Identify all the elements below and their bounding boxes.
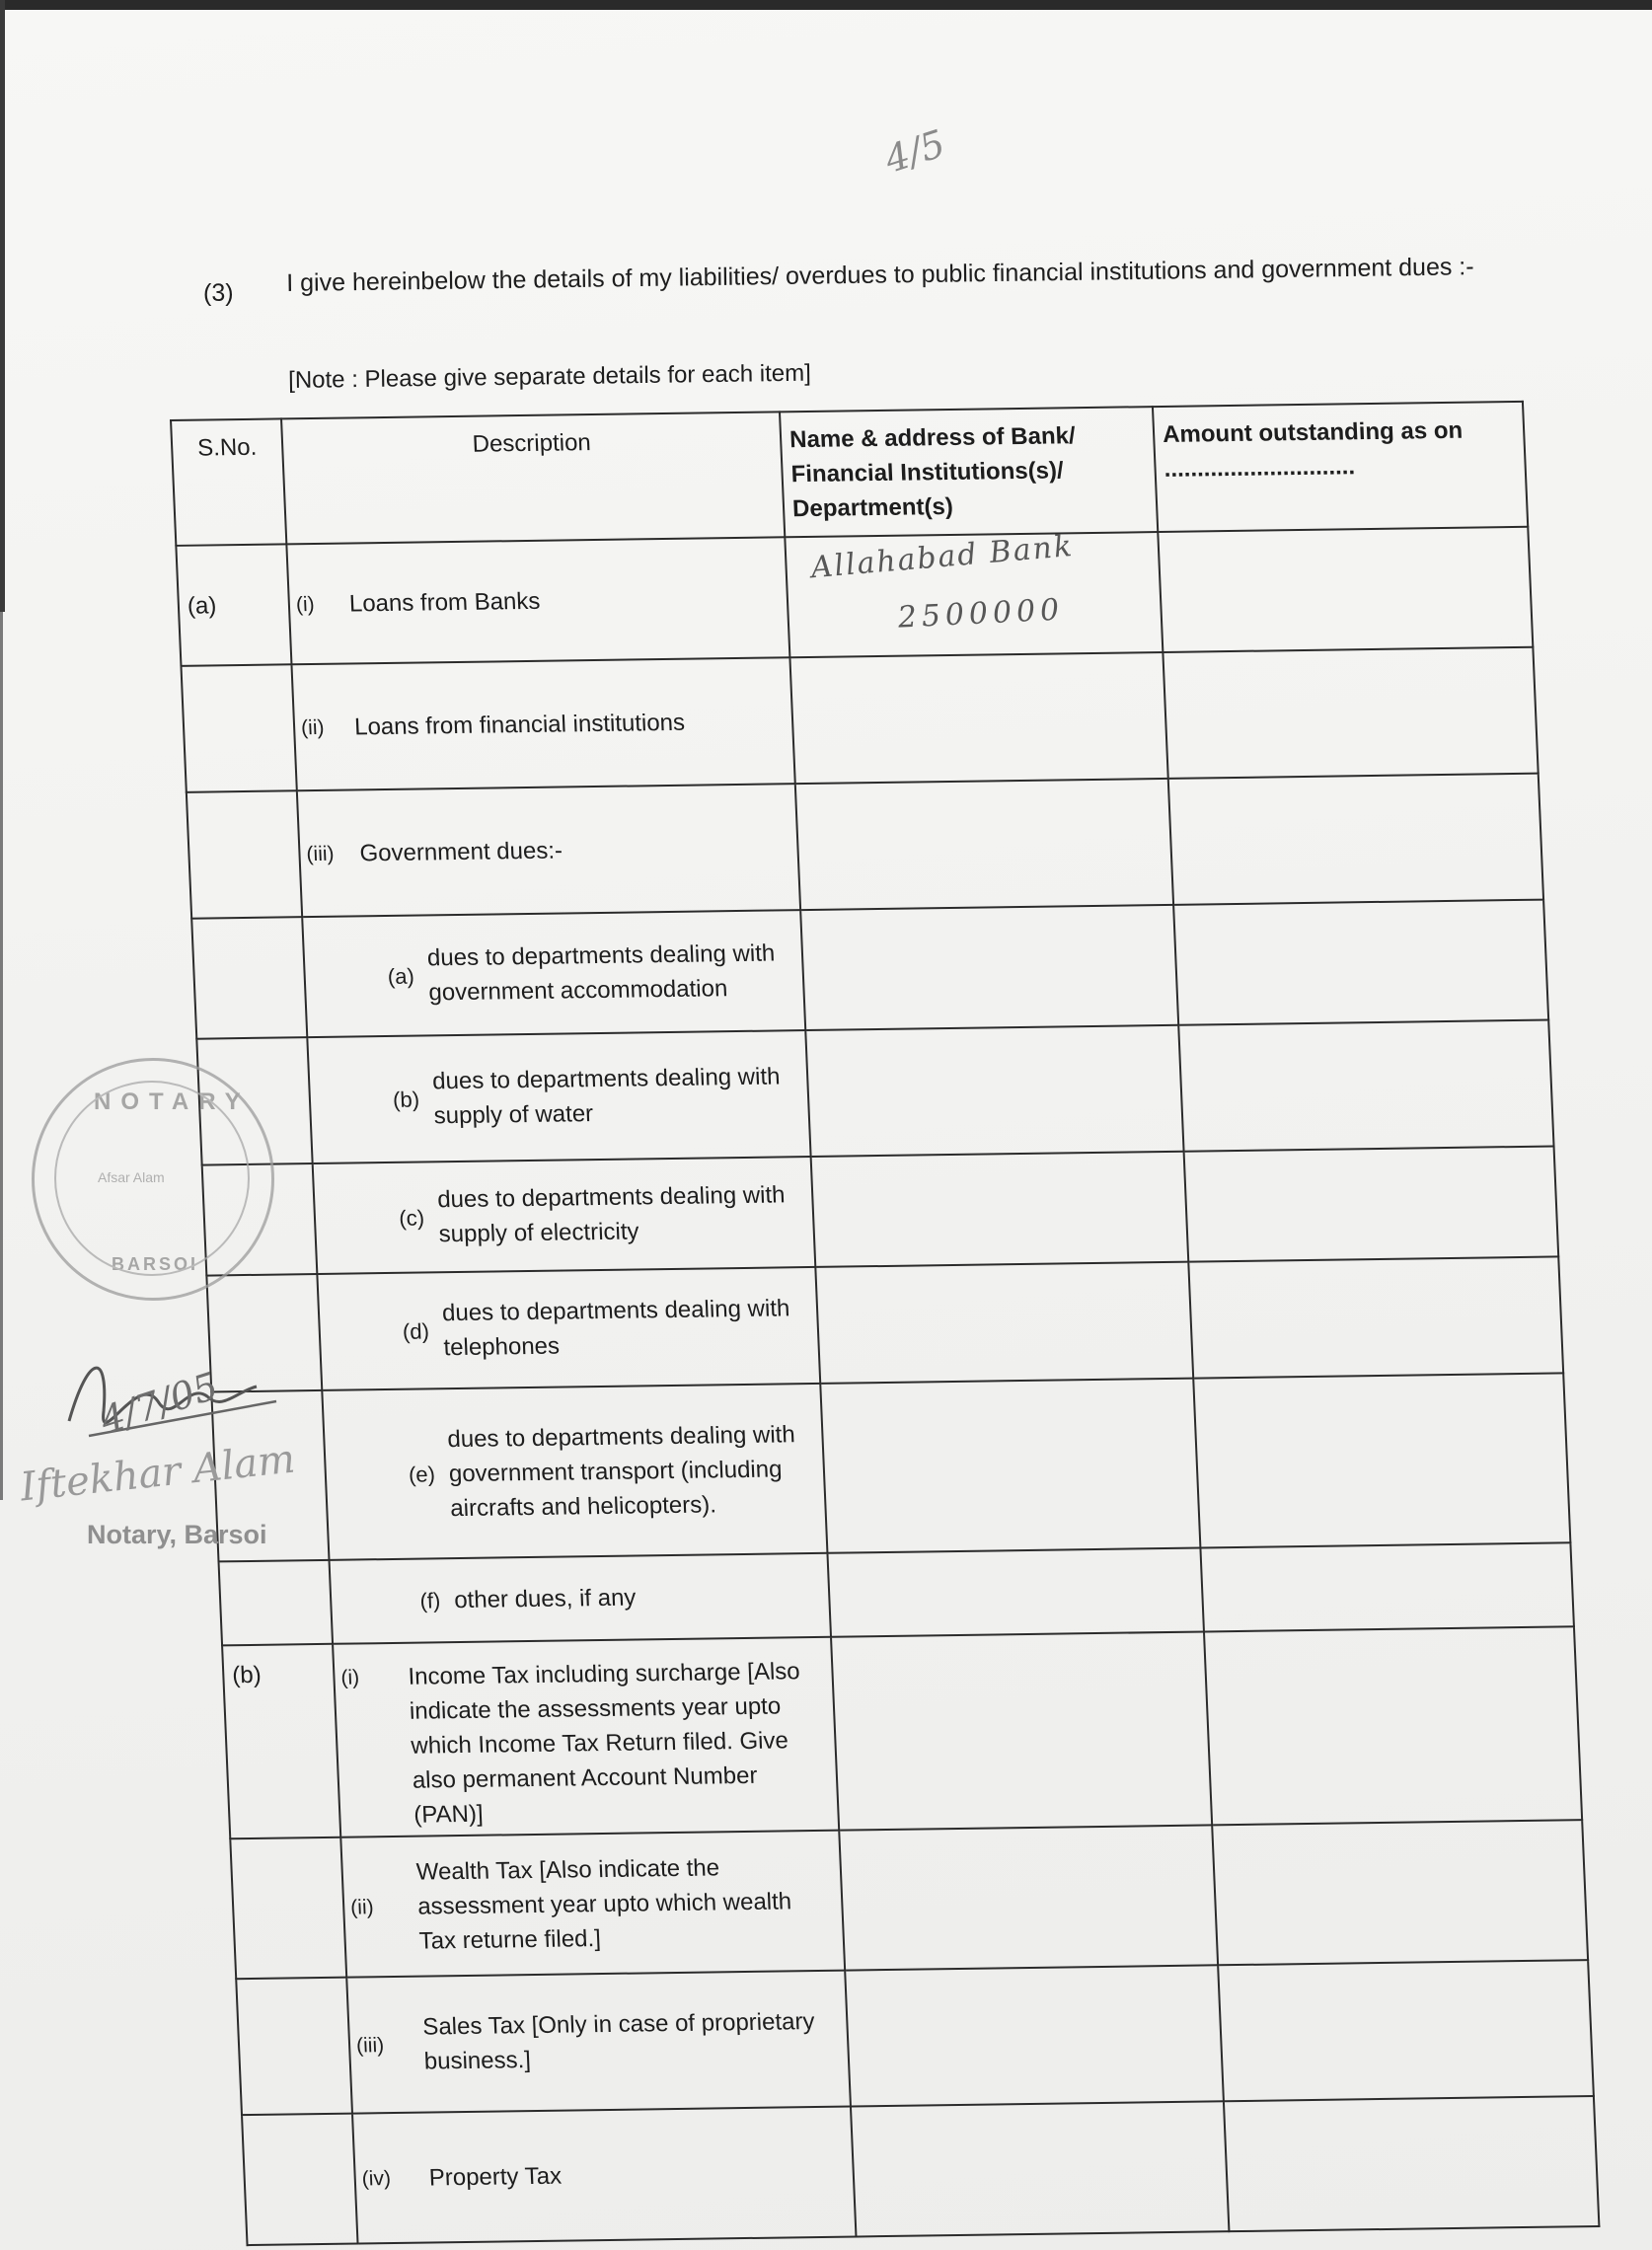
row-description [313, 1157, 816, 1274]
row-bank-cell [805, 1025, 1183, 1157]
row-description [297, 784, 800, 917]
notary-seal [32, 1058, 274, 1301]
row-bank-cell [811, 1152, 1189, 1267]
row-bank-cell [815, 1262, 1193, 1384]
row-description [352, 2107, 856, 2244]
row-sno [236, 1978, 352, 2115]
row-sno: (a) [176, 544, 291, 666]
row-bank-cell [845, 1965, 1224, 2106]
row-bank-cell [800, 905, 1178, 1030]
row-amount-cell [1218, 1960, 1594, 2101]
scan-edge-left-lower [0, 612, 3, 1500]
row-sno [191, 917, 307, 1039]
table-row [206, 1256, 1563, 1391]
row-description [340, 1831, 845, 1978]
row-sub-label: (f) [418, 1588, 441, 1613]
scan-edge-top [0, 0, 1652, 10]
row-sub-label: (a) [387, 963, 415, 989]
header-sno: S.No. [171, 418, 286, 546]
page-number-handwritten: 4/5 [879, 121, 950, 182]
row-roman: (iii) [306, 842, 335, 865]
table-row [211, 1373, 1570, 1561]
table-row [176, 527, 1533, 666]
row-desc-text: Sales Tax [Only in case of proprietary business.] [421, 2008, 815, 2075]
row-desc-text: other dues, if any [453, 1584, 637, 1614]
row-description [307, 1030, 810, 1163]
row-amount-cell [1204, 1626, 1582, 1825]
row-sub-label: (b) [392, 1087, 420, 1112]
row-description [302, 910, 805, 1037]
row-description [346, 1971, 851, 2114]
row-desc-text: Income Tax including surcharge [Also indicate the assessments year upto which Income Tax Return filed. Give also permanent Account Number (PAN)] [407, 1657, 801, 1829]
row-sno [242, 2114, 358, 2245]
section-number: (3) [203, 279, 234, 307]
row-roman: (iii) [355, 2033, 385, 2058]
seal-middle-text: Afsar Alam [98, 1169, 165, 1185]
table-row [236, 1960, 1594, 2115]
row-sub-label: (d) [402, 1317, 430, 1344]
row-description [333, 1637, 839, 1838]
section-intro: I give hereinbelow the details of my liabilities/ overdues to public financial institutions and government dues :- [286, 253, 1474, 297]
row-description [317, 1267, 820, 1390]
row-sno [230, 1838, 346, 1979]
row-bank-cell [827, 1548, 1204, 1637]
seal-top-text: NOTARY [94, 1088, 251, 1115]
row-sno: (b) [222, 1644, 340, 1838]
row-sub-label: (e) [408, 1461, 436, 1487]
row-desc-text: Government dues:- [358, 836, 563, 866]
row-roman: (i) [295, 592, 316, 616]
row-bank-cell [820, 1379, 1200, 1553]
notary-name-stamp: Iftekhar Alam [18, 1436, 298, 1511]
row-sno [181, 664, 296, 792]
row-amount-cell [1168, 774, 1543, 905]
table-row [242, 2096, 1599, 2245]
row-desc-text: dues to departments dealing with supply of electricity [436, 1181, 787, 1248]
row-desc-text: dues to departments dealing with government transport (including aircrafts and helicopters). [446, 1420, 796, 1522]
row-amount-cell [1173, 900, 1548, 1025]
row-roman: (iv) [361, 2166, 392, 2190]
table-row [230, 1820, 1588, 1979]
row-roman: (ii) [300, 715, 325, 739]
row-amount-cell [1200, 1542, 1574, 1631]
row-bank-cell [785, 528, 1163, 657]
row-description [322, 1384, 827, 1560]
row-roman: (ii) [349, 1895, 375, 1919]
header-bank: Name & address of Bank/ Financial Institutions(s)/ Department(s) [780, 407, 1158, 537]
row-amount-cell [1193, 1373, 1570, 1547]
table-row [191, 900, 1548, 1039]
header-amount: Amount outstanding as on ............................. [1153, 402, 1528, 532]
table-header-row [171, 402, 1528, 546]
signature-date: 4/7/05 [95, 1364, 224, 1443]
table-row [181, 647, 1538, 792]
row-desc-text: dues to departments dealing with government accommodation [426, 939, 776, 1007]
table-row [196, 1020, 1553, 1165]
row-bank-cell [839, 1825, 1218, 1970]
row-sno [187, 790, 302, 919]
row-bank-cell [831, 1631, 1212, 1830]
row-roman: (i) [340, 1665, 360, 1689]
row-bank-cell [795, 779, 1173, 910]
row-sno [219, 1560, 334, 1646]
row-desc-text: Wealth Tax [Also indicate the assessment year upto which wealth Tax returne filed.] [415, 1853, 792, 1955]
liabilities-table-wrapper [170, 401, 1600, 2246]
table-row [187, 774, 1543, 919]
row-description [329, 1553, 831, 1644]
row-description [291, 657, 794, 790]
row-amount-cell [1212, 1820, 1588, 1965]
header-description: Description [281, 412, 785, 544]
row-description [286, 537, 789, 664]
row-sub-label: (c) [398, 1204, 425, 1231]
row-amount-cell [1184, 1146, 1559, 1261]
row-amount-cell [1224, 2096, 1599, 2231]
row-amount-cell [1158, 527, 1533, 652]
row-amount-cell [1188, 1256, 1563, 1378]
row-desc-text: Loans from financial institutions [353, 709, 686, 740]
row-bank-cell [851, 2101, 1229, 2236]
notary-label: Notary, Barsoi [87, 1520, 267, 1549]
row-desc-text: dues to departments dealing with telephones [441, 1295, 790, 1362]
row-desc-text: Loans from Banks [348, 587, 541, 617]
seal-bottom-text: BARSOI [112, 1254, 199, 1274]
scan-edge-left [0, 0, 5, 612]
row-desc-text: Property Tax [428, 2162, 563, 2191]
table-row [222, 1626, 1582, 1838]
liabilities-table [170, 401, 1600, 2246]
row-amount-cell [1178, 1020, 1553, 1152]
handwritten-bank-name: Allahabad Bank [809, 528, 1076, 586]
row-bank-cell [789, 652, 1167, 784]
row-desc-text: dues to departments dealing with supply of water [431, 1063, 781, 1130]
row-amount-cell [1163, 647, 1538, 779]
table-row [202, 1146, 1559, 1275]
handwritten-amount: 2500000 [896, 592, 1066, 636]
section-note: [Note : Please give separate details for each item] [288, 359, 811, 394]
